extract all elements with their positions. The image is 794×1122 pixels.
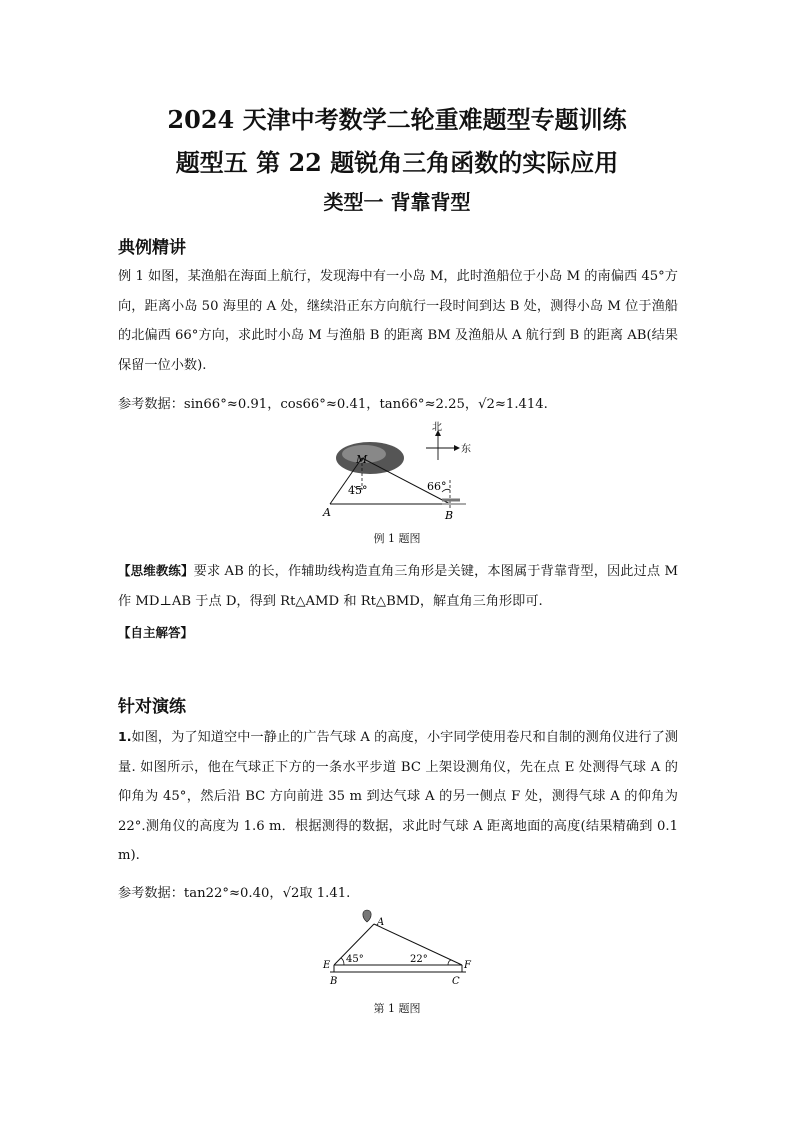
example-1-figure — [320, 418, 480, 522]
label-f: F — [464, 960, 471, 971]
north-label: 北 — [432, 422, 442, 433]
doc-title: 2024 天津中考数学二轮重难题型专题训练 — [167, 105, 627, 134]
question-1-reference-data: 参考数据：tan22°≈0.40，√2取 1.41. — [118, 886, 351, 901]
label-a: A — [323, 506, 331, 519]
angle-label-22: 22° — [410, 954, 428, 965]
question-1 — [118, 722, 678, 871]
angle-label-45: 45° — [346, 954, 364, 965]
self-answer-tag: 【自主解答】 — [118, 625, 194, 640]
doc-subtitle: 题型五 第 22 题锐角三角函数的实际应用 — [175, 148, 619, 177]
label-m: M — [356, 453, 368, 466]
example-1-caption: 例 1 题图 — [373, 532, 421, 545]
label-b: B — [445, 509, 454, 522]
section-heading-examples: 典例精讲 — [118, 238, 186, 258]
island-shape — [336, 442, 404, 474]
label-b: B — [330, 976, 338, 987]
balloon-icon — [363, 910, 371, 922]
thinking-coach-tag: 【思维教练】 — [118, 563, 194, 578]
type-title: 类型一 背靠背型 — [323, 190, 471, 214]
label-c: C — [452, 976, 460, 987]
example-1-reference-data: 参考数据：sin66°≈0.91，cos66°≈0.41，tan66°≈2.25，√2≈1.414. — [118, 397, 548, 412]
east-label: 东 — [461, 444, 471, 455]
angle-label-66: 66° — [427, 480, 447, 493]
thinking-coach-text: 要求 AB 的长，作辅助线构造直角三角形是关键，本图属于背靠背型，因此过点 M 作 MD⊥AB 于点 D，得到 Rt△AMD 和 Rt△BMD，解直角三角形即可. — [118, 564, 678, 609]
label-a: A — [377, 917, 385, 928]
question-1-figure — [320, 908, 480, 990]
example-1-text: 例 1 如图，某渔船在海面上航行，发现海中有一小岛 M，此时渔船位于小岛 M 的南偏西 45°方向，距离小岛 50 海里的 A 处，继续沿正东方向航行一段时间到达 B 处，测得小岛 M 位于渔船的北偏西 66°方向，求此时小岛 M 与渔船 B 的距离 BM 及渔船从 A 航行到 B 的距离 AB(结果保留一位小数). — [118, 269, 678, 373]
section-heading-practice: 针对演练 — [118, 697, 186, 717]
compass-icon — [426, 430, 460, 460]
question-1-number: 1. — [118, 729, 132, 744]
question-1-caption: 第 1 题图 — [373, 1002, 421, 1015]
question-1-text: 如图，为了知道空中一静止的广告气球 A 的高度，小宇同学使用卷尺和自制的测角仪进行了测量. 如图所示，他在气球正下方的一条水平步道 BC 上架设测角仪，先在点 E 处测得气球 A 的仰角为 45°，然后沿 BC 方向前进 35 m 到达气球 A 的另一侧点 F 处，测得气球 A 的仰角为 22°.测角仪的高度为 1.6 m．根据测得的数据，求此时气球 A 距离地面的高度(结果精确到 0.1 m). — [118, 730, 678, 863]
label-e: E — [323, 960, 331, 971]
angle-label-45: 45° — [348, 484, 368, 497]
thinking-coach — [118, 556, 678, 616]
